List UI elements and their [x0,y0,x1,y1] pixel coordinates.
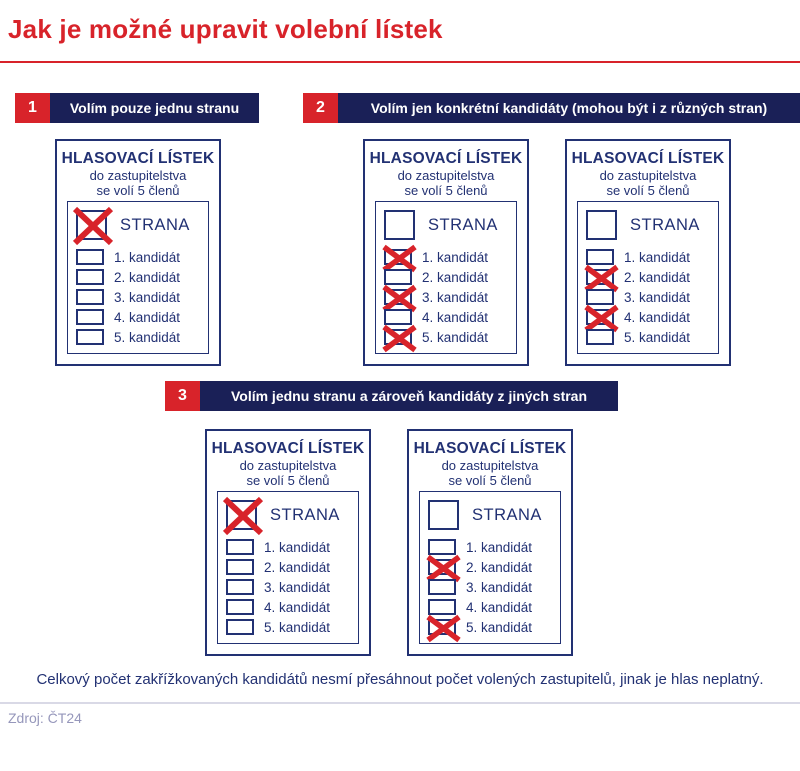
candidate-row [76,309,202,325]
ballot-title: HLASOVACÍ LÍSTEK [413,440,567,457]
ballot-card [565,139,731,366]
candidate-checkbox [586,269,614,285]
party-row [428,500,554,530]
section-number-badge: 1 [15,93,50,123]
ballot-card [55,139,221,366]
section-number-badge: 2 [303,93,338,123]
candidate-checkbox [226,619,254,635]
section-number-badge: 3 [165,381,200,411]
candidate-row [76,269,202,285]
candidate-label: 4. kandidát [466,599,533,615]
ballot-subtitle-2: se volí 5 členů [606,183,690,198]
candidate-checkbox [428,619,456,635]
ballot-title: HLASOVACÍ LÍSTEK [211,440,365,457]
candidate-list [384,249,510,345]
candidate-checkbox [76,289,104,305]
section-label: Volím jednu stranu a zároveň kandidáty z jiných stran [200,381,618,411]
candidate-label: 1. kandidát [624,249,691,265]
candidate-label: 1. kandidát [264,539,331,555]
ballot-subtitle-2: se volí 5 členů [96,183,180,198]
candidate-row [76,289,202,305]
candidate-label: 2. kandidát [264,559,331,575]
page-title: Jak je možné upravit volební lístek [8,14,443,44]
candidate-checkbox [586,329,614,345]
candidate-row [226,619,352,635]
candidate-checkbox [586,309,614,325]
candidate-checkbox [428,559,456,575]
ballot-card [205,429,371,656]
bottom-divider [0,702,800,704]
candidate-checkbox [384,249,412,265]
section-header-3 [165,381,618,411]
candidate-list [226,539,352,635]
candidate-row [384,309,510,325]
party-row [586,210,712,240]
candidate-row [586,289,712,305]
title-divider [0,61,800,63]
ballot-inner-box [67,201,209,354]
candidate-label: 3. kandidát [114,289,181,305]
party-row [384,210,510,240]
candidate-label: 1. kandidát [422,249,489,265]
candidate-checkbox [384,329,412,345]
section-header-1 [15,93,259,123]
candidate-checkbox [226,599,254,615]
ballot-inner-box [419,491,561,644]
ballot-subtitle-1: do zastupitelstva [397,168,495,183]
ballot-slot [205,429,371,656]
party-label: STRANA [472,505,542,524]
candidate-label: 5. kandidát [422,329,489,345]
candidate-label: 4. kandidát [264,599,331,615]
candidate-checkbox [226,559,254,575]
red-x-mark-icon [424,614,463,643]
red-x-mark-icon [70,203,116,249]
candidate-row [586,309,712,325]
candidate-label: 5. kandidát [466,619,533,635]
candidate-row [226,579,352,595]
candidate-row [76,329,202,345]
ballot-slot [407,429,573,656]
candidate-label: 3. kandidát [624,289,691,305]
ballot-subtitle-1: do zastupitelstva [441,458,539,473]
candidate-label: 4. kandidát [114,309,181,325]
candidate-checkbox [76,329,104,345]
candidate-row [226,559,352,575]
ballot-inner-box [375,201,517,354]
candidate-row [586,329,712,345]
ballot-subtitle-1: do zastupitelstva [89,168,187,183]
ballot-subtitle-1: do zastupitelstva [239,458,337,473]
party-row [226,500,352,530]
candidate-row [226,599,352,615]
candidate-label: 1. kandidát [466,539,533,555]
ballot-title: HLASOVACÍ LÍSTEK [369,150,523,167]
ballot-title: HLASOVACÍ LÍSTEK [571,150,725,167]
candidate-label: 5. kandidát [624,329,691,345]
candidate-checkbox [428,539,456,555]
candidate-row [226,539,352,555]
candidate-checkbox [586,289,614,305]
ballot-subtitle-2: se volí 5 členů [246,473,330,488]
ballot-card [363,139,529,366]
ballot-inner-box [577,201,719,354]
candidate-checkbox [76,249,104,265]
candidate-row [428,579,554,595]
party-label: STRANA [270,505,340,524]
party-label: STRANA [120,215,190,234]
candidate-label: 2. kandidát [466,559,533,575]
ballot-slot [363,139,529,366]
party-checkbox [76,210,107,240]
candidate-checkbox [428,579,456,595]
candidate-label: 2. kandidát [624,269,691,285]
candidate-checkbox [76,269,104,285]
candidate-label: 5. kandidát [114,329,181,345]
candidate-label: 2. kandidát [422,269,489,285]
ballot-card [407,429,573,656]
candidate-label: 3. kandidát [466,579,533,595]
party-label: STRANA [428,215,498,234]
candidate-row [384,289,510,305]
party-checkbox [428,500,459,530]
candidate-list [428,539,554,635]
party-checkbox [384,210,415,240]
candidate-label: 5. kandidát [264,619,331,635]
section-label: Volím pouze jednu stranu [50,93,259,123]
red-x-mark-icon [380,324,419,353]
candidate-checkbox [384,289,412,305]
source-credit: Zdroj: ČT24 [8,710,82,726]
ballot-slot [565,139,731,366]
ballot-inner-box [217,491,359,644]
candidate-row [384,329,510,345]
candidate-row [586,269,712,285]
candidate-label: 3. kandidát [264,579,331,595]
party-row [76,210,202,240]
ballot-subtitle-2: se volí 5 členů [404,183,488,198]
ballot-slot [55,139,221,366]
candidate-checkbox [428,599,456,615]
candidate-list [586,249,712,345]
candidate-row [428,539,554,555]
footer-note: Celkový počet zakřížkovaných kandidátů nesmí přesáhnout počet volených zastupitelů, jinak je hlas neplatný. [36,671,764,688]
candidate-row [586,249,712,265]
candidate-checkbox [226,579,254,595]
candidate-label: 2. kandidát [114,269,181,285]
candidate-list [76,249,202,345]
ballot-title: HLASOVACÍ LÍSTEK [61,150,215,167]
candidate-row [76,249,202,265]
candidate-checkbox [226,539,254,555]
party-label: STRANA [630,215,700,234]
candidate-row [428,559,554,575]
candidate-checkbox [76,309,104,325]
candidate-label: 1. kandidát [114,249,181,265]
candidate-row [428,619,554,635]
candidate-label: 3. kandidát [422,289,489,305]
party-checkbox [586,210,617,240]
party-checkbox [226,500,257,530]
candidate-label: 4. kandidát [624,309,691,325]
candidate-label: 4. kandidát [422,309,489,325]
section-label: Volím jen konkrétní kandidáty (mohou být i z různých stran) [338,93,800,123]
candidate-checkbox [586,249,614,265]
candidate-checkbox [384,269,412,285]
candidate-row [384,269,510,285]
ballot-subtitle-2: se volí 5 členů [448,473,532,488]
section-header-2 [303,93,800,123]
candidate-row [384,249,510,265]
ballot-subtitle-1: do zastupitelstva [599,168,697,183]
red-x-mark-icon [220,493,266,539]
candidate-row [428,599,554,615]
candidate-checkbox [384,309,412,325]
